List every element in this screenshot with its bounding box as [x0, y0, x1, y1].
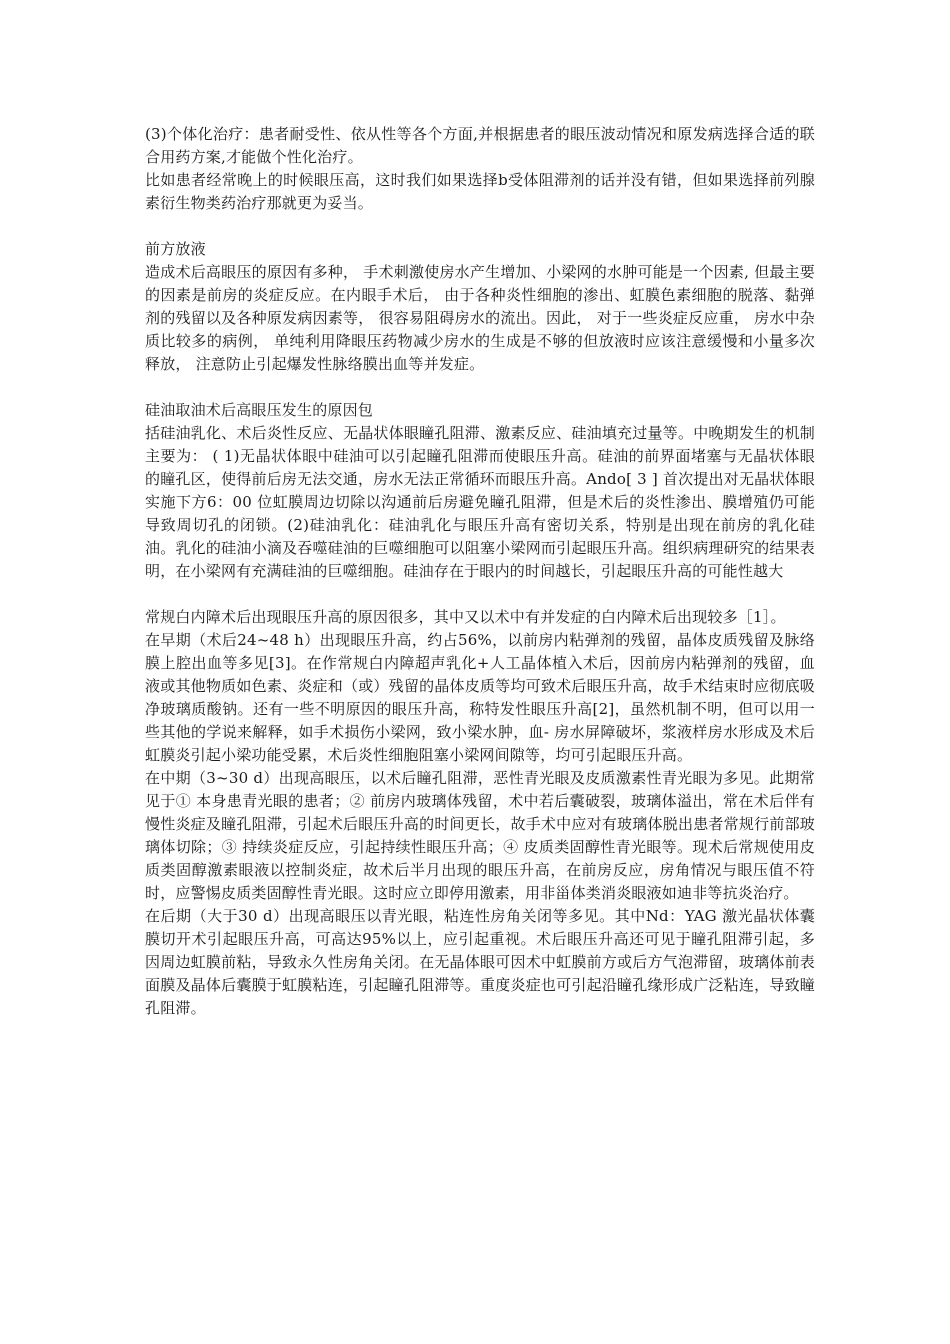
paragraph-postop-causes: 造成术后高眼压的原因有多种， 手术刺激使房水产生增加、小梁网的水肿可能是一个因素, 但最主要的因素是前房的炎症反应。在内眼手术后， 由于各种炎性细胞的渗出、虹膜色素细胞的脱落、黏弹剂的残留以及各种原发病因素等， 很容易阻碍房水的流出。因此， 对于一些炎症反应重， 房水中杂质比较多的病例， 单纯利用降眼压药物减少房水的生成是不够的但放液时应该注意缓慢和小量多次释放， 注意防止引起爆发性脉络膜出血等并发症。 [145, 263, 815, 373]
paragraph-early-stage: 在早期（术后24~48 h）出现眼压升高，约占56%，以前房内粘弹剂的残留，晶体皮质残留及脉络膜上腔出血等多见[3]。在作常规白内障超声乳化+人工晶体植入术后，因前房内粘弹剂的残留，血液或其他物质如色素、炎症和（或）残留的晶体皮质等均可致术后眼压升高，故手术结束时应彻底吸净玻璃质酸钠。还有一些不明原因的眼压升高，称特发性眼压升高[2]，虽然机制不明，但可以用一些其他的学说来解释，如手术损伤小梁网，致小梁水肿，血- 房水屏障破坏，浆液样房水形成及术后虹膜炎引起小梁功能受累，术后炎性细胞阻塞小梁网间隙等，均可引起眼压升高。 [145, 631, 815, 764]
spacer [145, 376, 815, 399]
paragraph-late-stage: 在后期（大于30 d）出现高眼压以青光眼，粘连性房角关闭等多见。其中Nd：YAG 激光晶状体囊膜切开术引起眼压升高，可高达95%以上，应引起重视。术后眼压升高还可见于瞳孔阻滞引起，多因周边虹膜前粘，导致永久性房角关闭。在无晶体眼可因术中虹膜前方或后方气泡滞留，玻璃体前表面膜及晶体后囊膜于虹膜粘连，引起瞳孔阻滞等。重度炎症也可引起沿瞳孔缘形成广泛粘连，导致瞳孔阻滞。 [145, 907, 815, 1017]
spacer [145, 583, 815, 606]
paragraph-example-evening: 比如患者经常晚上的时候眼压高，这时我们如果选择b受体阻滞剂的话并没有错，但如果选择前列腺素衍生物类药治疗那就更为妥当。 [145, 171, 815, 212]
heading-silicone-oil: 硅油取油术后高眼压发生的原因包 [145, 401, 374, 419]
spacer [145, 215, 815, 238]
paragraph-individualized-treatment: (3)个体化治疗：患者耐受性、依从性等各个方面,并根据患者的眼压波动情况和原发病选择合适的联合用药方案,才能做个性化治疗。 [145, 125, 815, 166]
paragraph-silicone-oil-mechanism: 括硅油乳化、术后炎性反应、无晶状体眼瞳孔阻滞、激素反应、硅油填充过量等。中晚期发生的机制主要为： ( 1)无晶状体眼中硅油可以引起瞳孔阻滞而使眼压升高。硅油的前界面堵塞与无晶状体眼的瞳孔区，使得前后房无法交通，房水无法正常循环而眼压升高。Ando[ 3 ] 首次提出对无晶状体眼实施下方6：00 位虹膜周边切除以沟通前后房避免瞳孔阻滞，但是术后的炎性渗出、膜增殖仍可能导致周切孔的闭锁。(2)硅油乳化：硅油乳化与眼压升高有密切关系，特别是出现在前房的乳化硅油。乳化的硅油小滴及吞噬硅油的巨噬细胞可以阻塞小梁网而引起眼压升高。组织病理研究的结果表明，在小梁网有充满硅油的巨噬细胞。硅油存在于眼内的时间越长，引起眼压升高的可能性越大 [145, 424, 815, 580]
heading-anterior-chamber-drainage: 前方放液 [145, 240, 206, 258]
paragraph-cataract-intro: 常规白内障术后出现眼压升高的原因很多，其中又以术中有并发症的白内障术后出现较多［1］。 [145, 608, 786, 626]
document-body [145, 123, 815, 1020]
paragraph-middle-stage: 在中期（3~30 d）出现高眼压，以术后瞳孔阻滞，恶性青光眼及皮质激素性青光眼为多见。此期常见于① 本身患青光眼的患者；② 前房内玻璃体残留，术中若后囊破裂，玻璃体溢出，常在术后伴有慢性炎症及瞳孔阻滞，引起术后眼压升高的时间更长，故手术中应对有玻璃体脱出患者常规行前部玻璃体切除；③ 持续炎症反应，引起持续性眼压升高；④ 皮质类固醇性青光眼等。现术后常规使用皮质类固醇激素眼液以控制炎症，故术后半月出现的眼压升高，在前房反应，房角情况与眼压值不符时，应警惕皮质类固醇性青光眼。这时应立即停用激素，用非甾体类消炎眼液如迪非等抗炎治疗。 [145, 769, 815, 902]
